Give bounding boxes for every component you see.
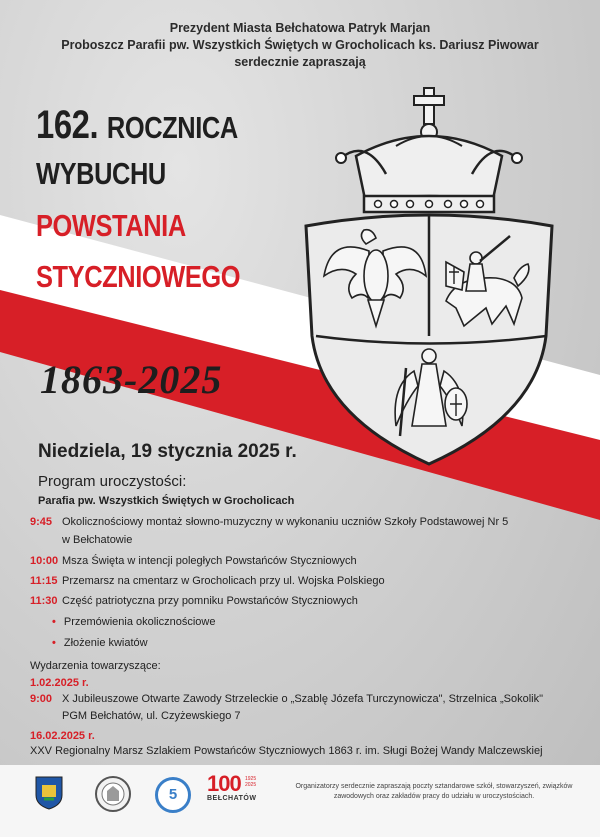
program-time: 11:15 <box>30 575 58 587</box>
title-line-2: WYBUCHU <box>36 156 166 191</box>
program-text: Część patriotyczna przy pomniku Powstańców Styczniowych <box>62 595 358 607</box>
event-time: 9:00 <box>30 693 53 705</box>
program-subitem <box>52 616 215 628</box>
school-5-logo: 5 <box>155 777 191 813</box>
event-date: Niedziela, 19 stycznia 2025 r. <box>38 441 297 462</box>
city-crest-icon <box>34 775 64 811</box>
program-time: 9:45 <box>30 516 53 528</box>
title-line-3: POWSTANIA <box>36 208 186 243</box>
title-word-rocznica: ROCZNICA <box>106 110 238 145</box>
belchatow-100-logo <box>207 773 261 817</box>
coat-of-arms-emblem <box>296 86 566 466</box>
header-line-mayor: Prezydent Miasta Bełchatowa Patryk Marjan <box>169 21 431 35</box>
program-text: Okolicznościowy montaż słowno-muzyczny w wykonaniu uczniów Szkoły Podstawowej Nr 5 <box>62 516 509 528</box>
logo-100-number: 100 <box>207 771 241 796</box>
program-item <box>30 595 358 607</box>
program-item <box>30 575 385 587</box>
bullet-icon: • <box>52 616 56 628</box>
program-item <box>30 555 357 567</box>
program-time: 10:00 <box>30 555 59 567</box>
subitem-text: Złożenie kwiatów <box>63 637 148 649</box>
bullet-icon: • <box>52 637 56 649</box>
accompanying-event-1-continuation: PGM Bełchatów, ul. Czyżewskiego 7 <box>62 710 241 722</box>
footer <box>0 765 600 837</box>
header-line-invite: serdecznie zapraszają <box>234 55 366 69</box>
logo-100-years: 1925 2025 <box>245 776 257 788</box>
accompanying-heading: Wydarzenia towarzyszące: <box>30 660 161 672</box>
program-text: Msza Święta w intencji poległych Powstańców Styczniowych <box>62 555 357 567</box>
header-line-parish-priest: Proboszcz Parafii pw. Wszystkich Świętych w Grocholicach ks. Dariusz Piwowar <box>61 38 539 52</box>
event-text: X Jubileuszowe Otwarte Zawody Strzeleckie o „Szablę Józefa Turczynowicza", Strzelnica „Sokolik" <box>62 693 544 705</box>
title-line-4: STYCZNIOWEGO <box>36 259 241 294</box>
accompanying-date-1: 1.02.2025 r. <box>30 677 89 689</box>
program-text: Przemarsz na cmentarz w Grocholicach przy ul. Wojska Polskiego <box>62 575 385 587</box>
accompanying-date-2: 16.02.2025 r. <box>30 730 95 742</box>
accompanying-event-2: XXV Regionalny Marsz Szlakiem Powstańców Styczniowych 1863 r. im. Sługi Bożej Wandy Malczewskiej <box>30 745 543 757</box>
program-subitem <box>52 637 148 649</box>
program-location: Parafia pw. Wszystkich Świętych w Grocholicach <box>38 495 295 507</box>
accompanying-event-1 <box>30 693 543 705</box>
program-heading: Program uroczystości: <box>38 473 187 490</box>
years-range: 1863-2025 <box>40 357 223 402</box>
title-line-1 <box>36 103 238 148</box>
footer-note: Organizatorzy serdecznie zapraszają poczty sztandarowe szkół, stowarzyszeń, związków zawodowych oraz zakładów pracy do udziału w uroczystościach. <box>295 783 573 800</box>
invitation-header <box>0 20 600 71</box>
parish-seal-icon <box>94 775 132 813</box>
logo-100-city: BEŁCHATÓW <box>207 795 257 802</box>
program-time: 11:30 <box>30 595 58 607</box>
program-item-continuation: w Bełchatowie <box>62 534 133 546</box>
subitem-text: Przemówienia okolicznościowe <box>63 616 216 628</box>
program-item <box>30 516 508 528</box>
anniversary-number: 162. <box>36 103 99 147</box>
